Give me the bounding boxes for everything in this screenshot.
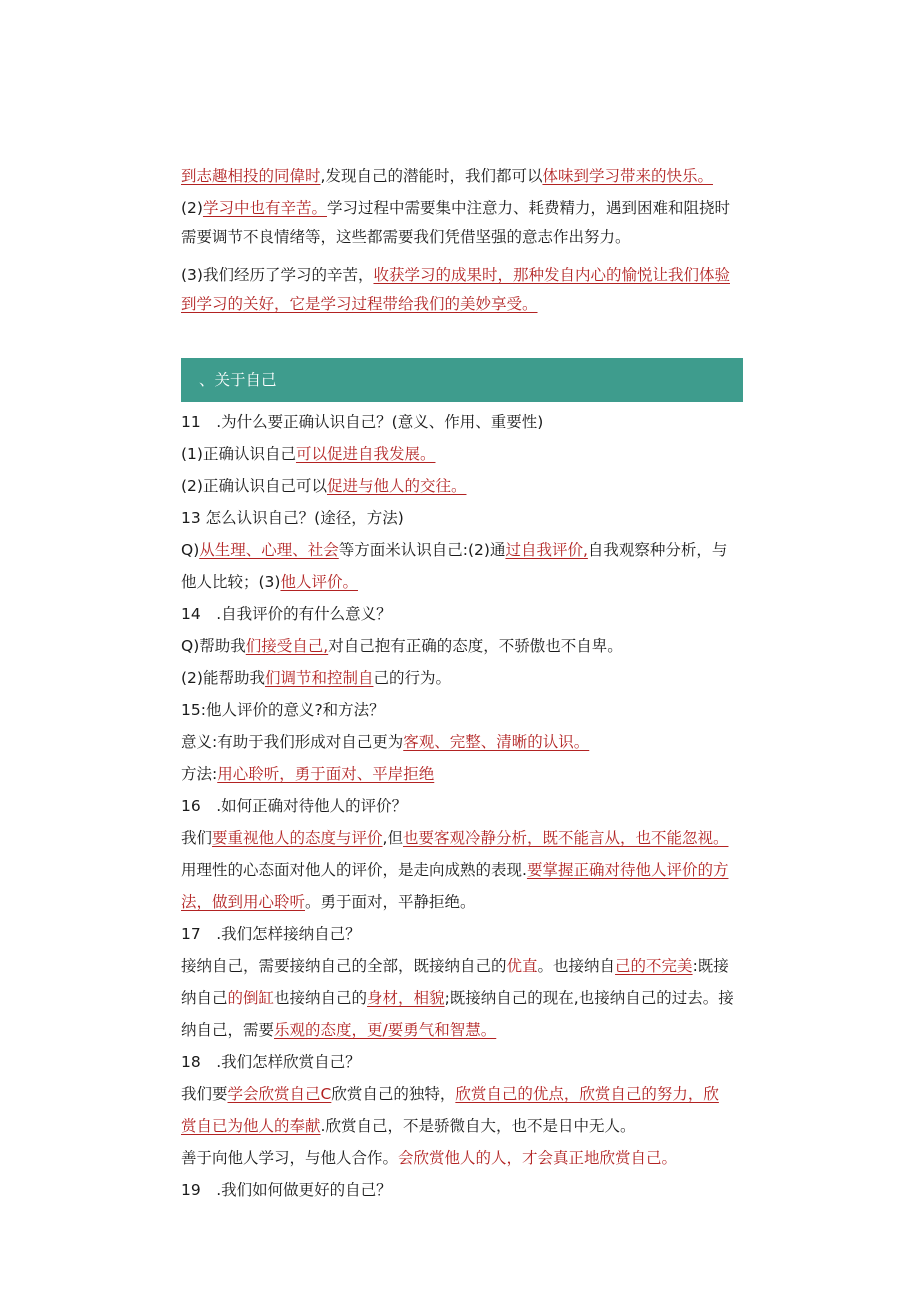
question-16: 16 .如何正确对待他人的评价？ <box>181 797 408 815</box>
answer-line <box>181 762 743 786</box>
highlight-text: 优直 <box>506 957 538 975</box>
body-text: 我们要 <box>181 1085 228 1103</box>
text-line <box>181 196 743 220</box>
answer-line <box>181 1114 743 1138</box>
text-line <box>181 164 743 188</box>
highlight-text: 学会欣赏自己C <box>227 1085 332 1103</box>
highlight-text: 要掌握正确对待他人评价的方 <box>526 861 729 879</box>
answer-line <box>181 474 743 498</box>
body-text: :既接 <box>692 957 729 975</box>
answer-line <box>181 858 743 882</box>
intro-paragraph-2 <box>181 196 743 255</box>
body-text: 纳自己，需要 <box>181 1021 275 1039</box>
highlight-text: 要重视他人的态度与评价 <box>212 829 383 847</box>
question-15: 15:他人评价的意义?和方法？ <box>181 701 385 719</box>
answer-line <box>181 730 743 754</box>
highlight-text: 从生理、心理、社会 <box>199 541 339 559</box>
intro-paragraph-1 <box>181 164 743 188</box>
document-content <box>181 164 743 1202</box>
highlight-text: 法，做到用心聆听 <box>181 893 306 911</box>
answer-line <box>181 1146 743 1170</box>
highlight-text: 欣赏自己的优点，欣赏自己的努力，欣 <box>455 1085 719 1103</box>
body-text: 欣赏自己的独特， <box>331 1085 456 1103</box>
body-text: 纳自己 <box>181 989 228 1007</box>
highlight-text: 用心聆听，勇于面对、平岸拒绝 <box>217 765 435 783</box>
answer-line <box>181 442 743 466</box>
highlight-text: 客观、完整、清晰的认识。 <box>403 733 590 751</box>
question-13: 13 怎么认识自己？(途径，方法) <box>181 509 404 527</box>
answer-line <box>181 1018 743 1042</box>
body-text: 。勇于面对，平静拒绝。 <box>305 893 476 911</box>
answer-line <box>181 826 743 850</box>
highlight-text: 学习中也有辛苦。 <box>202 199 327 217</box>
body-text: (2)能帮助我 <box>181 669 265 687</box>
answer-line <box>181 954 743 978</box>
highlight-text: 己的不完美 <box>615 957 693 975</box>
body-text: 自我观察种分析，与 <box>587 541 728 559</box>
highlight-text: 促进与他人的交往。 <box>326 477 467 495</box>
question-11: 11 .为什么要正确认识自己？(意义、作用、重要性) <box>181 413 544 431</box>
answer-line <box>181 538 743 562</box>
question-17: 17 .我们怎样接纳自己？ <box>181 925 361 943</box>
question-14: 14 .自我评价的有什么意义？ <box>181 605 392 623</box>
body-text: Q)帮助我 <box>181 637 246 655</box>
answer-line <box>181 570 743 594</box>
body-text: 学习过程中需要集中注意力、耗费精力，遇到困难和阻挠时 <box>326 199 730 217</box>
body-text: 己的行为。 <box>373 669 451 687</box>
highlight-text: 乐观的态度，更/要勇气和智慧。 <box>274 1021 497 1039</box>
body-text: ,发现自己的潜能时，我们都可以 <box>320 167 543 185</box>
body-text: 意义:有助于我们形成对自己更为 <box>181 733 404 751</box>
question-19: 19 .我们如何做更好的自己？ <box>181 1181 392 1199</box>
highlight-text: 也要客观冷静分析，既不能言从，也不能忽视。 <box>402 829 729 847</box>
body-text: 接纳自己，需要接纳自己的全部，既接纳自己的 <box>181 957 507 975</box>
highlight-text: 可以促进自我发展。 <box>295 445 436 463</box>
text-line: 到学习的关好，它是学习过程带给我们的美妙享受。 <box>181 295 538 313</box>
body-text: (3)我们经历了学习的辛苦， <box>181 266 374 284</box>
highlight-text: 会欣赏他人的人，才会真正地欣赏自己。 <box>398 1149 678 1167</box>
highlight-text: 们接受自己, <box>245 637 329 655</box>
highlight-text: 身材，相貌 <box>367 989 445 1007</box>
body-text: Q) <box>181 541 200 559</box>
highlight-text: 他人评价。 <box>280 573 358 591</box>
body-text: 他人比较；(3) <box>181 573 281 591</box>
answer-line <box>181 1082 743 1106</box>
section-header: 、关于自己 <box>181 358 743 402</box>
highlight-text: 到志趣相投的同偉时 <box>181 167 321 185</box>
highlight-text: 们调节和控制自 <box>264 669 374 687</box>
question-18: 18 .我们怎样欣赏自己？ <box>181 1053 361 1071</box>
highlight-text: 的倒缸 <box>227 989 275 1007</box>
body-text: .欣赏自己，不是骄微自大，也不是日中无人。 <box>320 1117 636 1135</box>
body-text: 用理性的心态面对他人的评价，是走向成熟的表现. <box>181 861 527 879</box>
body-text: (2)正确认识自己可以 <box>181 477 327 495</box>
body-text: ;既接纳自己的现在,也接纳自己的过去。接 <box>444 989 734 1007</box>
body-text: 也接纳自己的 <box>274 989 368 1007</box>
intro-paragraph-3 <box>181 263 743 322</box>
text-line: 需要调节不良情绪等，这些都需要我们凭借坚强的意志作出努力。 <box>181 228 631 246</box>
body-text: 我们 <box>181 829 213 847</box>
body-text: 善于向他人学习，与他人合作。 <box>181 1149 399 1167</box>
answer-line <box>181 634 743 658</box>
highlight-text: 收获学习的成果时，那种发自内心的愉悦让我们体验 <box>373 266 730 284</box>
body-text: (1)正确认识自己 <box>181 445 296 463</box>
answer-line <box>181 986 743 1010</box>
body-text: ,但 <box>382 829 403 847</box>
body-text: 等方面米认识自己:(2)通 <box>338 541 506 559</box>
highlight-text: 过自我评价, <box>505 541 588 559</box>
text-line <box>181 263 743 287</box>
body-text: 。也接纳自 <box>537 957 616 975</box>
body-text: 对自己抱有正确的态度，不骄傲也不自卑。 <box>328 637 623 655</box>
highlight-text: 赏自已为他人的奉献 <box>181 1117 321 1135</box>
body-text: 方法: <box>181 765 218 783</box>
answer-line <box>181 890 743 914</box>
list-number: (2) <box>181 199 203 217</box>
answer-line <box>181 666 743 690</box>
highlight-text: 体味到学习带来的快乐。 <box>542 167 713 185</box>
